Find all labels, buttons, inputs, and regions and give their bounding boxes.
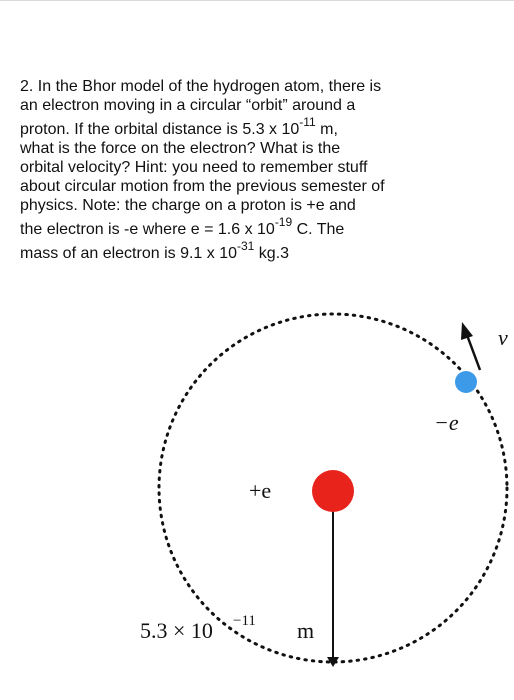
problem-line-1: 2. In the Bhor model of the hydrogen atom, there is [20, 78, 382, 95]
top-divider [0, 0, 514, 1]
electron-charge-label: −e [434, 410, 459, 435]
problem-line-9-text: mass of an electron is 9.1 x 10 [20, 245, 237, 262]
problem-line-3-text: proton. If the orbital distance is 5.3 x 10 [20, 121, 300, 138]
problem-line-2: an electron moving in a circular “orbit” around a [20, 97, 356, 114]
problem-line-5: orbital velocity? Hint: you need to remember stuff [20, 159, 368, 176]
exponent-mass: -31 [237, 239, 255, 253]
problem-line-3 [20, 115, 500, 139]
problem-line-8-text: the electron is -e where e = 1.6 x 10 [20, 221, 275, 238]
problem-line-9-unit: kg.3 [254, 245, 290, 262]
electron-dot [455, 371, 477, 393]
exponent-charge: -19 [274, 215, 293, 229]
problem-line-3-unit: m, [315, 121, 338, 138]
radius-label-unit: m [297, 618, 315, 643]
velocity-arrow [467, 335, 480, 370]
problem-line-8-unit: C. The [292, 221, 345, 238]
exponent-radius: -11 [299, 115, 316, 129]
velocity-arrowhead [461, 322, 473, 340]
problem-line-4: what is the force on the electron? What is the [20, 140, 341, 157]
radius-label-exponent: −11 [233, 613, 256, 629]
problem-line-9 [20, 239, 500, 263]
velocity-label: v [498, 325, 508, 350]
problem-line-7: physics. Note: the charge on a proton is +e and [20, 197, 356, 214]
radius-label-base: 5.3 × 10 [140, 618, 213, 643]
problem-text [20, 77, 500, 263]
bohr-model-figure [0, 300, 514, 700]
proton-charge-label: +e [249, 478, 272, 503]
proton-dot [312, 470, 354, 512]
problem-line-8 [20, 215, 500, 239]
bohr-diagram-svg [0, 300, 514, 700]
problem-line-6: about circular motion from the previous semester of [20, 178, 385, 195]
